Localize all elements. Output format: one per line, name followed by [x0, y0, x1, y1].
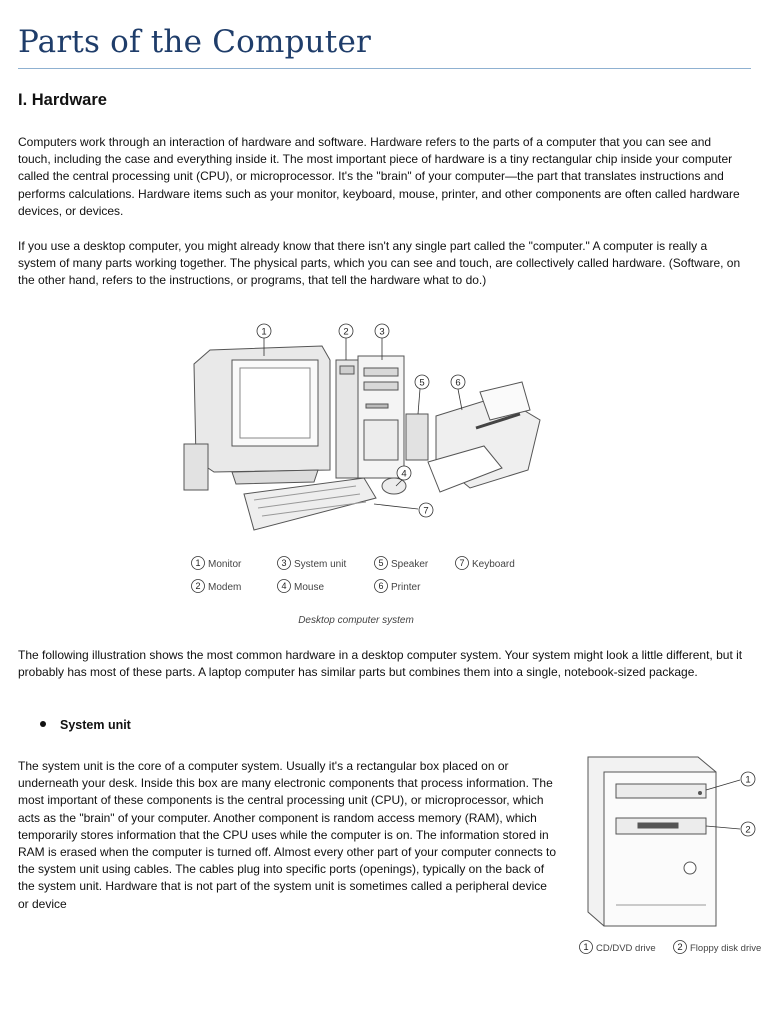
legend-num: 7 — [459, 558, 465, 568]
title-underline — [18, 68, 751, 69]
paragraph-illustration-intro: The following illustration shows the most common hardware in a desktop computer system. Your system might look a little different, but it probably has most of these parts. A laptop computer has similar parts but combines them into a single, notebook-sized package. — [18, 648, 743, 680]
speaker-left-icon — [184, 444, 208, 490]
callout-1: 1 — [261, 326, 267, 338]
callout-5: 5 — [419, 377, 425, 389]
legend-num: 1 — [583, 942, 589, 953]
legend-num: 4 — [281, 581, 287, 591]
legend-label: Monitor — [208, 559, 242, 570]
legend-num: 2 — [195, 581, 201, 591]
callout-6: 6 — [455, 377, 461, 389]
system-unit-icon — [358, 356, 407, 480]
keyboard-icon — [244, 478, 376, 530]
paragraph-desktop-computer: If you use a desktop computer, you might already know that there isn't any single part called the "computer." A computer is really a system of many parts working together. The physical parts, which you can see and touch, are collectively called hardware. (Software, on the other hand, refers to the instructions, or programs, that tell the hardware what to do.) — [18, 239, 741, 288]
bullet-system-unit — [40, 718, 131, 732]
desktop-computer-illustration — [0, 300, 768, 640]
legend-label: Modem — [208, 582, 242, 593]
legend-label: Printer — [391, 582, 421, 593]
legend-label: Mouse — [294, 582, 325, 593]
paragraph-hardware-intro: Computers work through an interaction of hardware and software. Hardware refers to the parts of a computer that you can see and touch, including the case and everything inside it. The most important piece of hardware is a tiny rectangular chip inside your computer called the central processing unit (CPU), or microprocessor. It's the "brain" of your computer—the part that translates instructions and performs calculations. Hardware items such as your monitor, keyboard, mouse, printer, and other components are often called hardware devices, or devices. — [18, 135, 740, 218]
callout-7: 7 — [423, 505, 429, 517]
legend-num: 5 — [378, 558, 384, 568]
cd-drive-icon — [616, 784, 706, 798]
bullet-icon — [40, 721, 46, 727]
monitor-icon — [194, 346, 330, 484]
legend-num: 6 — [378, 581, 384, 591]
callout-2: 2 — [343, 326, 349, 338]
speaker-right-icon — [406, 414, 428, 460]
page-title: Parts of the Computer — [18, 24, 372, 60]
bullet-label: System unit — [60, 718, 131, 732]
modem-icon — [336, 360, 358, 478]
legend-label: Speaker — [391, 559, 429, 570]
figure-caption: Desktop computer system — [298, 615, 414, 626]
legend-num: 2 — [677, 942, 683, 953]
paragraph-system-unit: The system unit is the core of a computer system. Usually it's a rectangular box placed on or underneath your desk. Inside this box are many electronic components that process information. The most important of these components is the central processing unit (CPU), or microprocessor, which acts as the "brain" of your computer. Another component is random access memory (RAM), which temporarily stores information that the CPU uses while the computer is on. The information stored in RAM is erased when the computer is turned off. Almost every other part of your computer connects to the system unit using cables. The cables plug into specific ports (openings), typically on the back of the system unit. Hardware that is not part of the system unit is sometimes called a peripheral device or device — [18, 759, 557, 911]
system-unit-illustration — [560, 748, 765, 958]
legend-num: 3 — [281, 558, 287, 568]
mouse-icon — [382, 478, 406, 494]
legend-label: Keyboard — [472, 559, 515, 570]
legend-label: CD/DVD drive — [596, 943, 656, 954]
callout-3: 3 — [379, 326, 385, 338]
printer-icon — [428, 382, 540, 492]
legend-label: System unit — [294, 559, 347, 570]
legend-num: 1 — [195, 558, 201, 568]
callout-1: 1 — [745, 774, 751, 786]
legend-label: Floppy disk drive — [690, 943, 762, 954]
callout-2: 2 — [745, 824, 751, 836]
callout-4: 4 — [401, 468, 407, 480]
section-heading: I. Hardware — [18, 91, 107, 109]
